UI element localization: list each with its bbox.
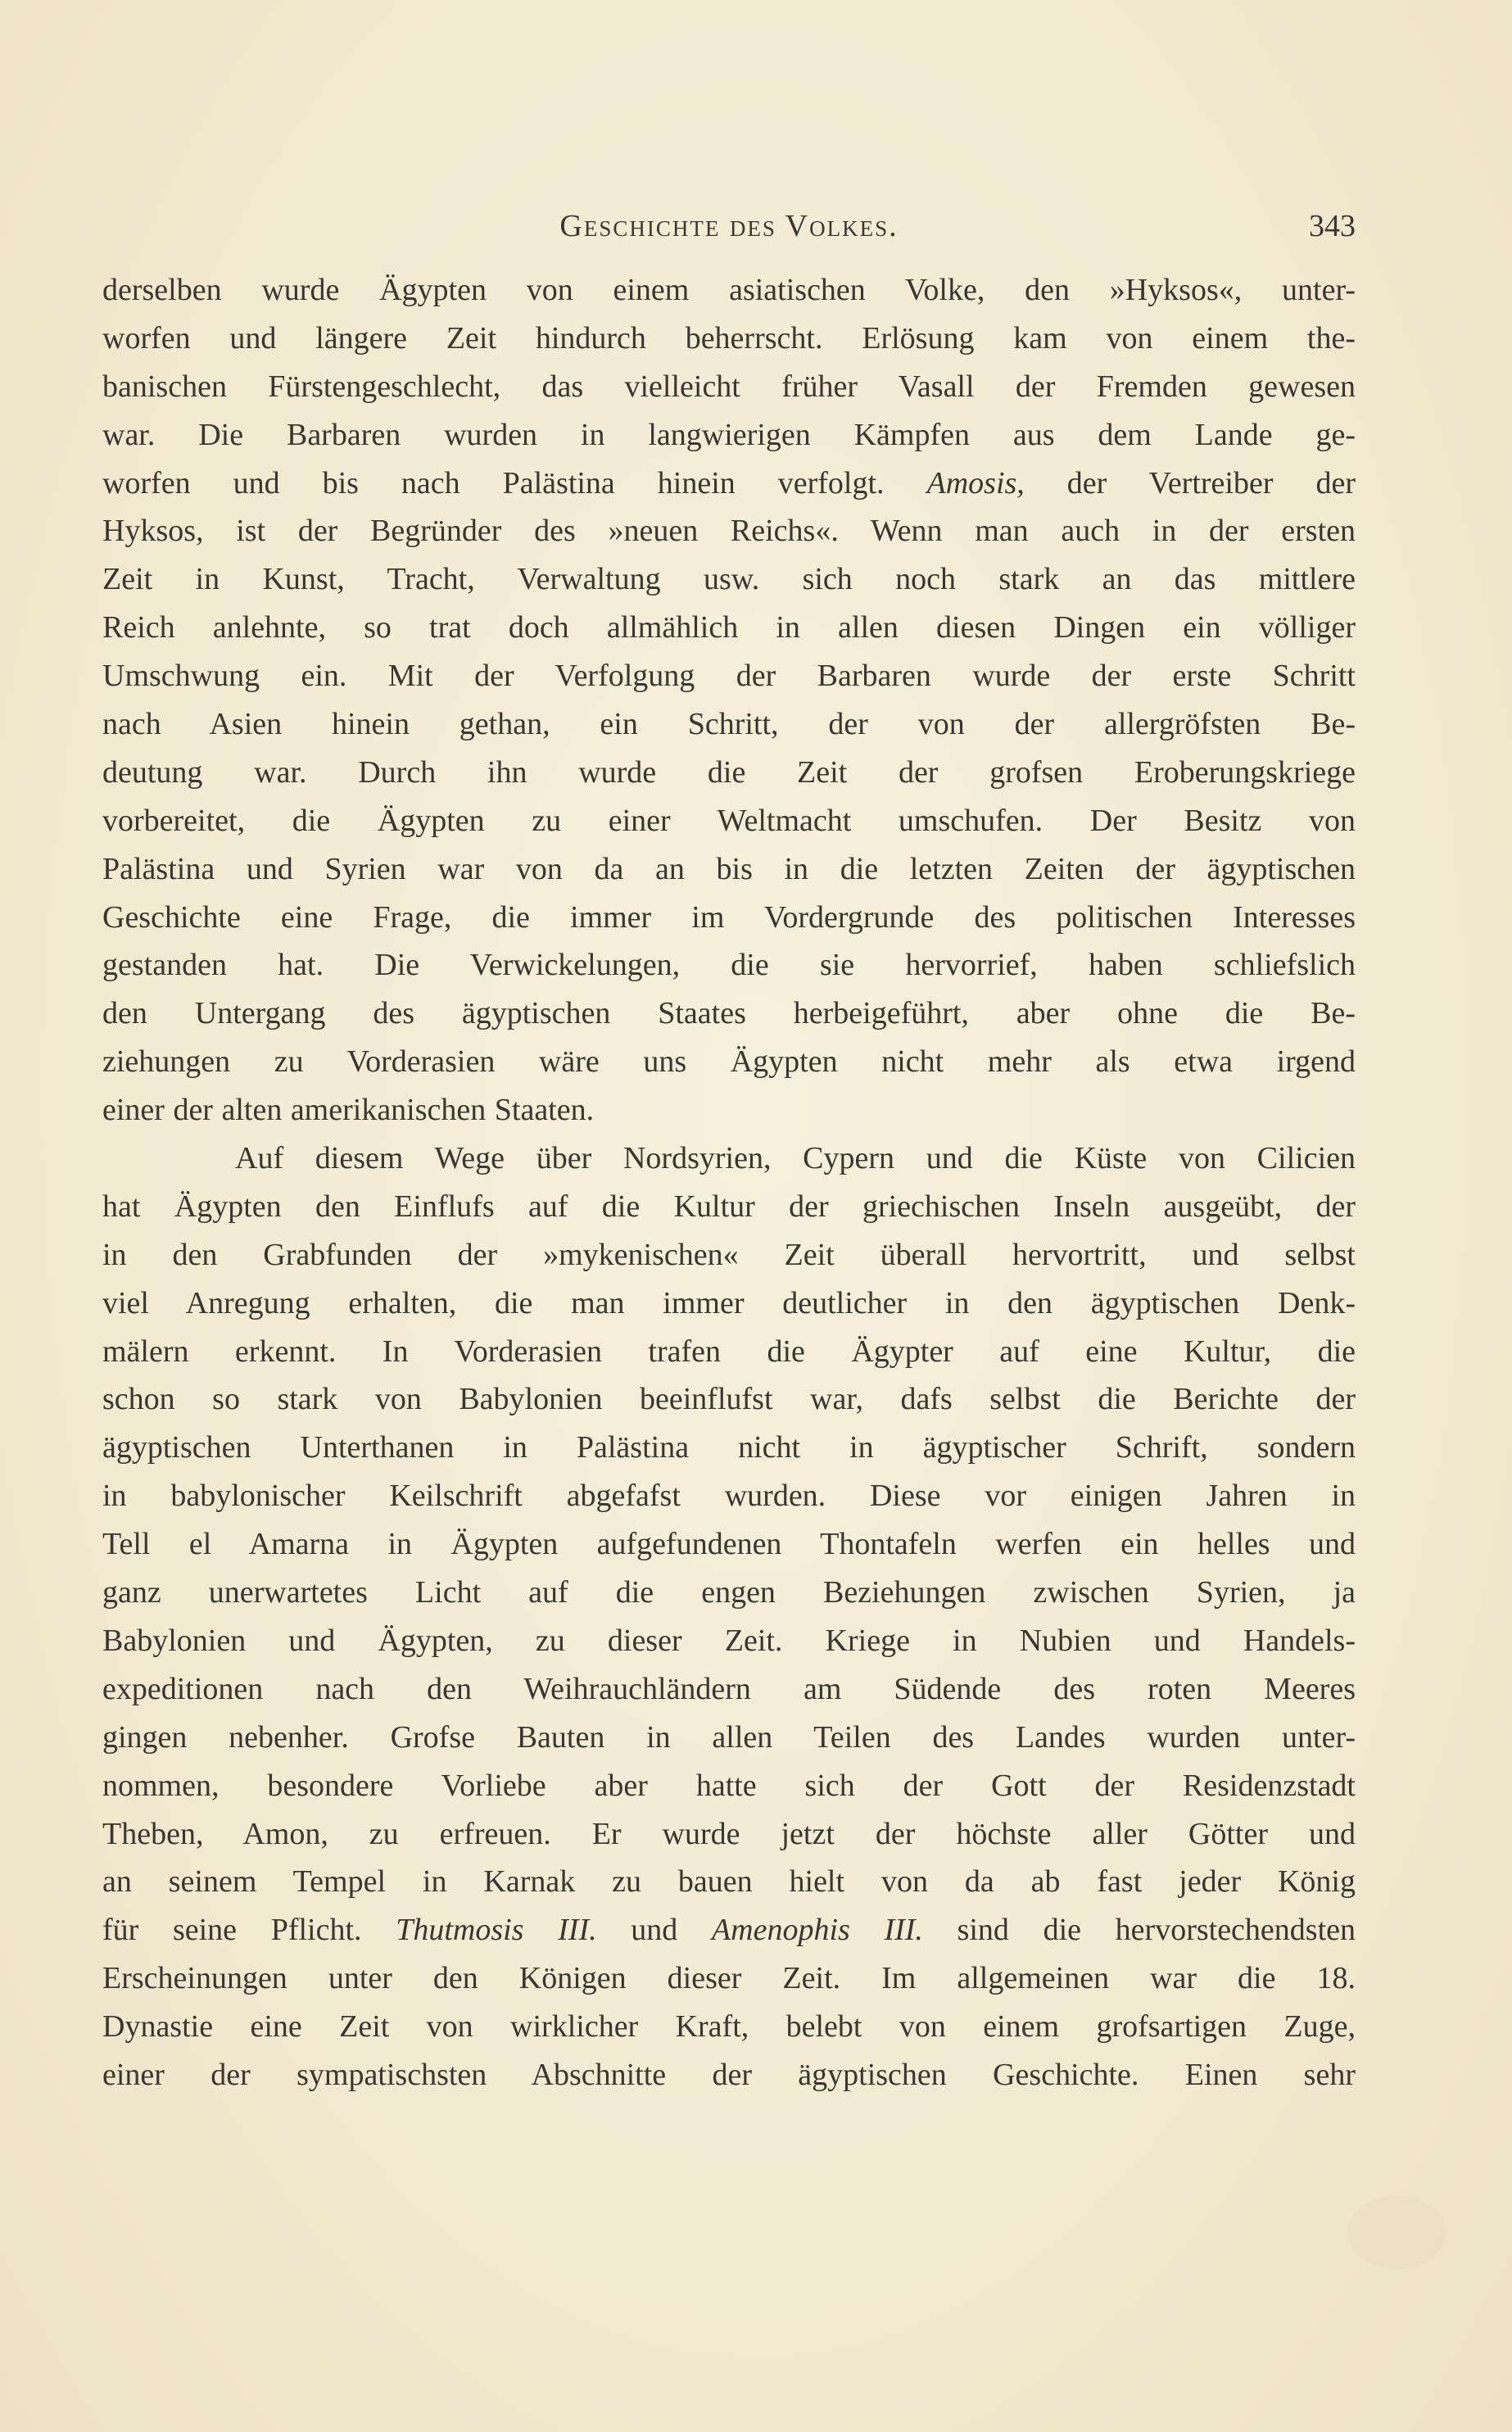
- text-line: Geschichte eine Frage, die immer im Vordergrunde des politischen Interesses: [102, 899, 1356, 935]
- text-line: einer der sympatischsten Abschnitte der ägyptischen Geschichte. Einen sehr: [102, 2057, 1356, 2092]
- text-line: ägyptischen Unterthanen in Palästina nicht in ägyptischer Schrift, sondern: [102, 1430, 1356, 1465]
- text-line: nach Asien hinein gethan, ein Schritt, der von der allergröfsten Be-: [102, 707, 1356, 742]
- running-header: [102, 206, 1356, 246]
- text-line: expeditionen nach den Weihrauchländern am Südende des roten Meeres: [102, 1671, 1356, 1706]
- text-line: in babylonischer Keilschrift abgefafst wurden. Diese vor einigen Jahren in: [102, 1479, 1356, 1514]
- text-line: hat Ägypten den Einflufs auf die Kultur der griechischen Inseln ausgeübt, der: [102, 1189, 1356, 1224]
- text-line: Erscheinungen unter den Königen dieser Zeit. Im allgemeinen war die 18.: [102, 1961, 1356, 1996]
- line-text: der Vertreiber der: [1024, 465, 1356, 500]
- text-line: deutung war. Durch ihn wurde die Zeit der grofsen Eroberungskriege: [102, 754, 1356, 790]
- line-text: für seine Pflicht.: [102, 1913, 396, 1948]
- text-line: Palästina und Syrien war von da an bis in die letzten Zeiten der ägyptischen: [102, 851, 1356, 886]
- text-line: ganz unerwartetes Licht auf die engen Beziehungen zwischen Syrien, ja: [102, 1575, 1356, 1610]
- italic-name: Amenophis III.: [711, 1913, 923, 1948]
- text-line: [102, 460, 1356, 508]
- text-line: schon so stark von Babylonien beeinflufst war, dafs selbst die Berichte der: [102, 1382, 1356, 1417]
- text-line: nommen, besondere Vorliebe aber hatte sich der Gott der Residenzstadt: [102, 1768, 1356, 1803]
- text-line: [102, 1906, 1356, 1954]
- text-line: ziehungen zu Vorderasien wäre uns Ägypten nicht mehr als etwa irgend: [102, 1044, 1356, 1080]
- text-line: Zeit in Kunst, Tracht, Verwaltung usw. sich noch stark an das mittlere: [102, 562, 1356, 597]
- paper-stain: [1347, 2195, 1446, 2269]
- text-line: war. Die Barbaren wurden in langwierigen Kämpfen aus dem Lande ge-: [102, 417, 1356, 452]
- running-title: Geschichte des Volkes.: [559, 209, 899, 243]
- italic-name: Thutmosis III.: [396, 1913, 597, 1948]
- text-line: Tell el Amarna in Ägypten aufgefundenen Thontafeln werfen ein helles und: [102, 1527, 1356, 1562]
- text-line: in den Grabfunden der »mykenischen« Zeit überall hervortritt, und selbst: [102, 1237, 1356, 1272]
- line-text: sind die hervorstechendsten: [922, 1913, 1356, 1948]
- text-line: worfen und längere Zeit hindurch beherrscht. Erlösung kam von einem the-: [102, 320, 1356, 356]
- italic-name: Amosis,: [926, 465, 1025, 500]
- text-line: Auf diesem Wege über Nordsyrien, Cypern und die Küste von Cilicien: [235, 1141, 1356, 1176]
- text-line: vorbereitet, die Ägypten zu einer Weltmacht umschufen. Der Besitz von: [102, 803, 1356, 838]
- text-line: gestanden hat. Die Verwickelungen, die sie hervorrief, haben schliefslich: [102, 948, 1356, 983]
- text-line: Babylonien und Ägypten, zu dieser Zeit. Kriege in Nubien und Handels-: [102, 1623, 1356, 1658]
- text-line: derselben wurde Ägypten von einem asiatischen Volke, den »Hyksos«, unter-: [102, 273, 1356, 307]
- text-line: viel Anregung erhalten, die man immer deutlicher in den ägyptischen Denk-: [102, 1285, 1356, 1320]
- text-line: mälern erkennt. In Vorderasien trafen die Ägypter auf eine Kultur, die: [102, 1334, 1356, 1369]
- text-line: Theben, Amon, zu erfreuen. Er wurde jetzt der höchste aller Götter und: [102, 1816, 1356, 1851]
- page-number: 343: [1309, 209, 1356, 243]
- line-text: und: [596, 1913, 712, 1948]
- text-line: Umschwung ein. Mit der Verfolgung der Barbaren wurde der erste Schritt: [102, 659, 1356, 694]
- text-line: den Untergang des ägyptischen Staates herbeigeführt, aber ohne die Be-: [102, 996, 1356, 1031]
- text-line: an seinem Tempel in Karnak zu bauen hielt von da ab fast jeder König: [102, 1864, 1356, 1900]
- text-line: banischen Fürstengeschlecht, das vielleicht früher Vasall der Fremden gewesen: [102, 369, 1356, 404]
- text-line: einer der alten amerikanischen Staaten.: [102, 1093, 595, 1128]
- text-line: Dynastie eine Zeit von wirklicher Kraft, belebt von einem grofsartigen Zuge,: [102, 2009, 1356, 2045]
- text-line: gingen nebenher. Grofse Bauten in allen Teilen des Landes wurden unter-: [102, 1719, 1356, 1755]
- line-text: worfen und bis nach Palästina hinein verfolgt.: [102, 465, 927, 500]
- body-text: [102, 266, 1356, 2099]
- text-line: Hyksos, ist der Begründer des »neuen Reichs«. Wenn man auch in der ersten: [102, 514, 1356, 549]
- text-line: Reich anlehnte, so trat doch allmählich in allen diesen Dingen ein völliger: [102, 610, 1356, 645]
